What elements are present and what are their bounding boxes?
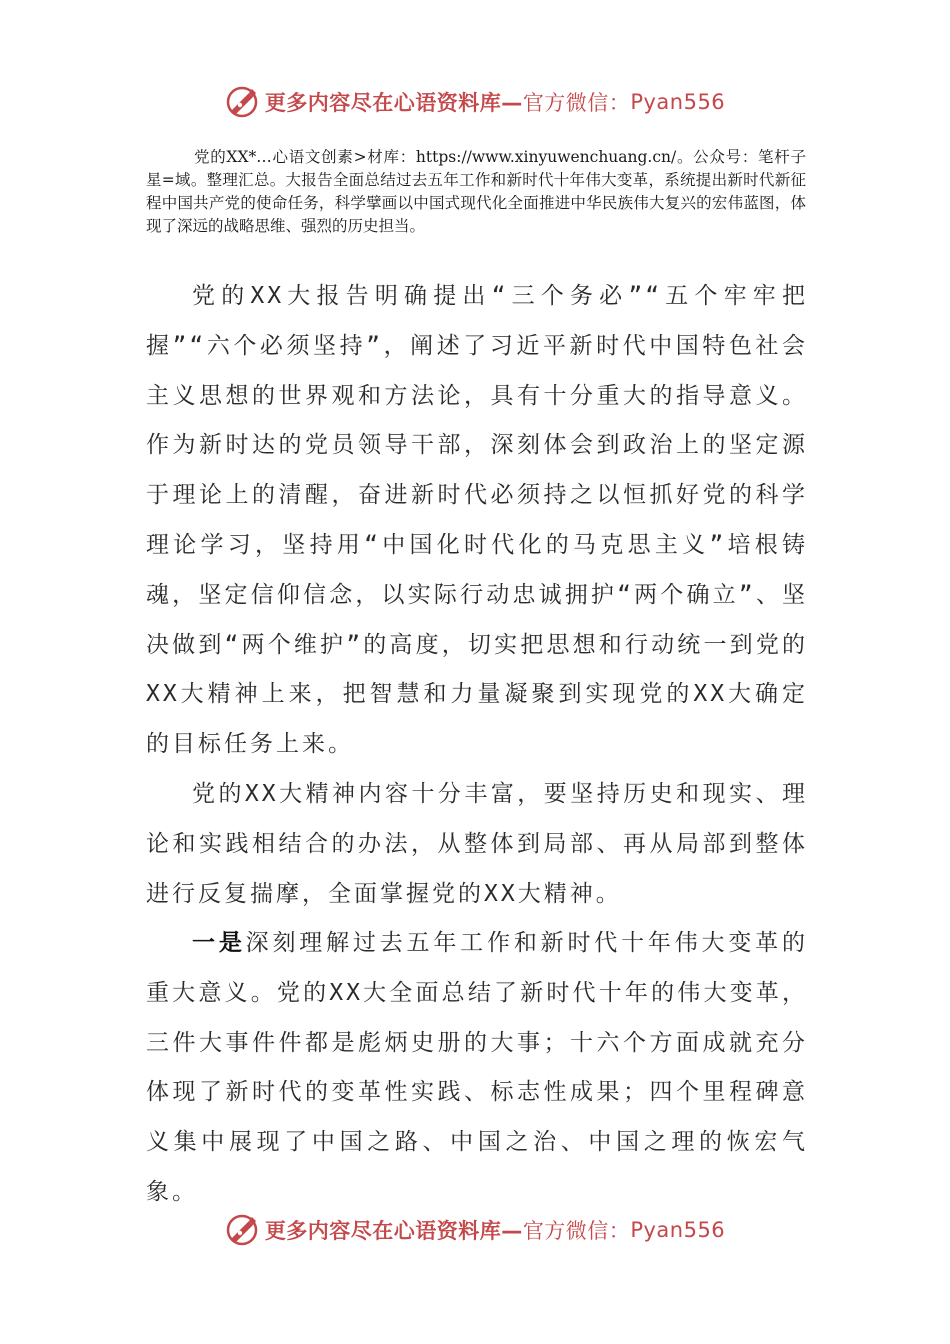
banner-wechat-label: 官方微信： [522,1219,631,1243]
footer-banner [0,1208,950,1252]
paragraph-text: 深刻理解过去五年工作和新时代十年伟大变革的重大意义。党的XX大全面总结了新时代十年的伟大变革，三件大事件件都是彪炳史册的大事；十六个方面成就充分体现了新时代的变革性实践、标志性成果；四个里程碑意义集中展现了中国之路、中国之治、中国之理的恢宏气象。 [146,930,809,1205]
banner-wechat-id: Pyan556 [630,90,726,114]
body-paragraph-1: 党的XX大报告明确提出“三个务必”“五个牢牢把握”“六个必须坚持”，阐述了习近平新时代中国特色社会主义思想的世界观和方法论，具有十分重大的指导意义。作为新时达的党员领导干部，深刻体会到政治上的坚定源于理论上的清醒，奋进新时代必须持之以恒抓好党的科学理论学习，坚持用“中国化时代化的马克思主义”培根铸魂，坚定信仰信念，以实际行动忠诚拥护“两个确立”、坚决做到“两个维护”的高度，切实把思想和行动统一到党的XX大精神上来，把智慧和力量凝聚到实现党的XX大确定的目标任务上来。 [146,283,808,758]
banner-text: 更多内容尽在心语资料库— [264,1219,523,1243]
body-paragraph-2: 党的XX大精神内容十分丰富，要坚持历史和现实、理论和实践相结合的办法，从整体到局部、再从局部到整体进行反复揣摩，全面掌握党的XX大精神。 [146,781,808,907]
header-banner [0,80,950,124]
body-paragraph-3 [146,919,808,1218]
banner-text: 更多内容尽在心语资料库— [264,91,523,115]
banner-wechat-label: 官方微信： [522,91,631,115]
intro-paragraph: 党的XX*…心语文创素>材库：https://www.xinyuwenchuang.cn/。公众号：笔杆子星=域。整理汇总。大报告全面总结过去五年工作和新时代十年伟大变革，系统提出新时代新征程中国共产党的使命任务，科学擘画以中国式现代化全面推进中华民族伟大复兴的宏伟蓝图，体现了深远的战略思维、强烈的历史担当。 [146,148,806,235]
pen-logo-icon [225,85,259,119]
paragraph-lead: 一是 [192,930,246,956]
banner-wechat-id: Pyan556 [630,1218,726,1242]
pen-logo-icon [225,1213,259,1247]
